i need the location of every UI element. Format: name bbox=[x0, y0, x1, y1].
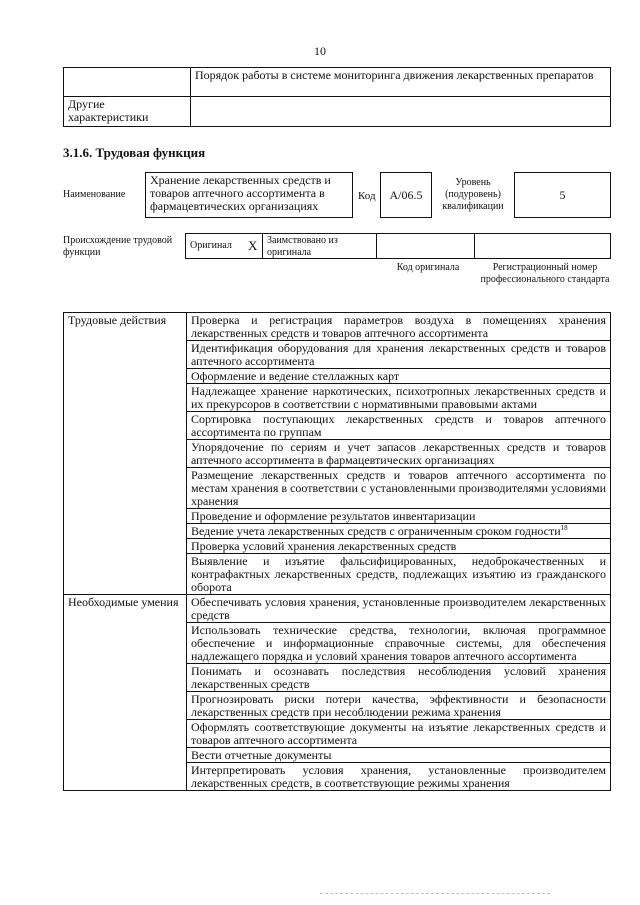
original-label: Оригинал bbox=[190, 240, 232, 251]
function-name: Хранение лекарственных средств и товаров аптечного ассортимента в фармацевтических организациях bbox=[150, 173, 331, 213]
original-mark: X bbox=[248, 238, 258, 253]
labor-action-item: Выявление и изъятие фальсифицированных, недоброкачественных и контрафактных лекарственных средств, подлежащих изъятию из гражданского оборота bbox=[187, 554, 611, 595]
labor-action-item: Проверка условий хранения лекарственных средств bbox=[187, 539, 611, 554]
labor-actions-label: Трудовые действия bbox=[64, 313, 187, 595]
skill-item: Использовать технические средства, технологии, включая программное обеспечение и информационные справочные системы, для обеспечения надлежащего порядка и условий хранения товаров аптечного ассортимента bbox=[187, 623, 611, 664]
origin-box bbox=[185, 233, 611, 259]
code-value: А/06.5 bbox=[389, 187, 423, 202]
table-cell: Порядок работы в системе мониторинга движения лекарственных препаратов bbox=[191, 68, 611, 97]
name-label: Наименование bbox=[63, 189, 126, 200]
scan-artifact bbox=[320, 893, 550, 895]
page-number: 10 bbox=[314, 44, 326, 58]
function-name-box bbox=[145, 172, 353, 218]
skill-item: Вести отчетные документы bbox=[187, 748, 611, 763]
skill-item: Прогнозировать риски потери качества, эффективности и безопасности лекарственных средств при несоблюдении режима хранения bbox=[187, 692, 611, 720]
code-value-box bbox=[380, 172, 432, 218]
level-label: Уровень (подуровень) квалификации bbox=[442, 177, 504, 212]
table-row bbox=[64, 313, 611, 341]
borrowed-label: Заимствовано из оригинала bbox=[267, 235, 338, 258]
skill-item: Понимать и осознавать последствия несоблюдения условий хранения лекарственных средств bbox=[187, 664, 611, 692]
required-skills-label: Необходимые умения bbox=[64, 595, 187, 791]
labor-function-table bbox=[63, 312, 611, 791]
footnote-mark: 18 bbox=[560, 524, 568, 532]
labor-action-item: Упорядочение по сериям и учет запасов лекарственных средств и товаров аптечного ассортимента в фармацевтических организациях bbox=[187, 440, 611, 468]
other-characteristics-value bbox=[191, 97, 611, 127]
table-row bbox=[64, 595, 611, 623]
skill-item: Обеспечивать условия хранения, установленные производителем лекарственных средств bbox=[187, 595, 611, 623]
table-row bbox=[64, 68, 611, 97]
level-value-box bbox=[514, 172, 611, 218]
skill-item: Интерпретировать условия хранения, установленные производителем лекарственных средств, в соответствующие режимы хранения bbox=[187, 763, 611, 791]
other-characteristics-label: Другие характеристики bbox=[64, 97, 191, 127]
labor-action-item: Оформление и ведение стеллажных карт bbox=[187, 369, 611, 384]
table-row bbox=[64, 97, 611, 127]
code-label: Код bbox=[358, 190, 376, 202]
origin-label: Происхождение трудовой функции bbox=[63, 235, 173, 258]
labor-action-item: Сортировка поступающих лекарственных средств и товаров аптечного ассортимента по группам bbox=[187, 412, 611, 440]
labor-action-item: Ведение учета лекарственных средств с ограниченным сроком годности$^{18}$ bbox=[187, 524, 611, 539]
section-title: 3.1.6. Трудовая функция bbox=[63, 145, 206, 160]
level-value: 5 bbox=[559, 187, 566, 202]
reg-number-label: Регистрационный номер профессионального стандарта bbox=[480, 262, 610, 285]
characteristics-table bbox=[63, 67, 611, 127]
labor-action-item: Проведение и оформление результатов инвентаризации bbox=[187, 509, 611, 524]
labor-action-item: Идентификация оборудования для хранения лекарственных средств и товаров аптечного ассортимента bbox=[187, 341, 611, 369]
labor-action-item: Надлежащее хранение наркотических, психотропных лекарственных средств и их прекурсоров в соответствии с нормативными правовыми актами bbox=[187, 384, 611, 412]
labor-action-item: Размещение лекарственных средств и товаров аптечного ассортимента по местам хранения в соответствии с установленными производителями условиями хранения bbox=[187, 468, 611, 509]
labor-action-item: Проверка и регистрация параметров воздуха в помещениях хранения лекарственных средств и товаров аптечного ассортимента bbox=[187, 313, 611, 341]
skill-item: Оформлять соответствующие документы на изъятие лекарственных средств и товаров аптечного ассортимента bbox=[187, 720, 611, 748]
code-original-label: Код оригинала bbox=[396, 262, 460, 273]
